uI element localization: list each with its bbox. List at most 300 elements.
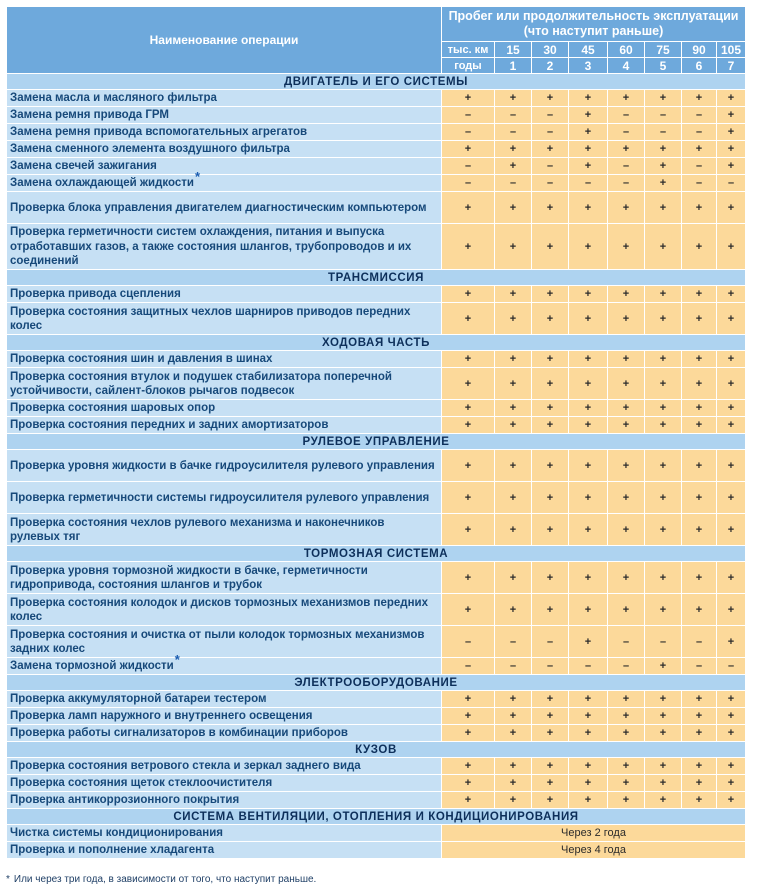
mileage-subtitle: (что наступит раньше) [523,24,664,38]
operation-label: Проверка ламп наружного и внутреннего освещения [10,710,313,723]
mark-cell: + [532,792,569,809]
mark-cell: – [532,626,569,658]
table-row [7,141,746,158]
operation-label: Замена сменного элемента воздушного фильтра [10,143,290,156]
mark-cell: + [682,562,717,594]
operation-name-header: Наименование операции [7,7,442,74]
mark-cell: + [569,107,608,124]
footnote-text: Или через три года, в зависимости от того, что наступит раньше. [13,874,317,885]
km-1: 30 [532,42,569,58]
mark-cell: – [532,158,569,175]
mark-cell: – [645,626,682,658]
section-title: ДВИГАТЕЛЬ И ЕГО СИСТЕМЫ [7,74,746,90]
mark-cell: + [608,400,645,417]
table-row [7,368,746,400]
mark-cell: + [495,351,532,368]
operation-label: Проверка состояния втулок и подушек стабилизатора поперечной устойчивости, сайлент-блоков рычагов подвесок [10,370,392,397]
mark-cell: + [569,514,608,546]
operation-label: Замена ремня привода вспомогательных агрегатов [10,126,308,139]
mark-cell: + [645,417,682,434]
mark-cell: + [495,400,532,417]
mark-cell: + [682,141,717,158]
mark-cell: + [645,482,682,514]
mark-cell: + [495,562,532,594]
operation-name [7,124,442,141]
mark-cell: + [495,192,532,224]
operation-name [7,725,442,742]
mark-cell: + [442,792,495,809]
operation-label: Чистка системы кондиционирования [10,827,223,840]
operation-label: Замена тормозной жидкости [10,660,174,673]
mark-cell: + [717,626,746,658]
operation-name [7,562,442,594]
operation-name [7,758,442,775]
mark-cell: + [569,224,608,270]
operation-label: Замена охлаждающей жидкости [10,177,195,190]
section-row [7,74,746,90]
operation-label: Проверка уровня тормозной жидкости в бачке, герметичности гидропривода, состояния шлангов и трубок [10,564,368,591]
mark-cell: + [717,725,746,742]
mark-cell: – [495,124,532,141]
table-row [7,417,746,434]
section-row [7,546,746,562]
mark-cell: + [645,158,682,175]
mark-cell: + [717,450,746,482]
section-title: КУЗОВ [7,742,746,758]
mark-cell: + [495,482,532,514]
operation-label: Проверка герметичности системы гидроусилителя рулевого управления [10,491,430,504]
mark-cell: + [717,368,746,400]
year-5: 6 [682,58,717,74]
mark-cell: + [569,708,608,725]
mark-cell: + [682,368,717,400]
mark-cell: + [495,141,532,158]
mark-cell: + [442,351,495,368]
year-1: 2 [532,58,569,74]
mark-cell: – [682,658,717,675]
mark-cell: + [495,90,532,107]
mark-cell: + [645,351,682,368]
mark-cell: + [608,303,645,335]
mark-cell: + [569,192,608,224]
mark-cell: + [645,141,682,158]
mark-cell: + [682,192,717,224]
mark-cell: + [608,691,645,708]
mark-cell: – [569,175,608,192]
mark-cell: + [645,708,682,725]
operation-name [7,450,442,482]
operation-name [7,141,442,158]
mark-cell: + [682,775,717,792]
mark-cell: + [645,562,682,594]
mark-cell: + [682,351,717,368]
mark-cell: + [442,141,495,158]
mark-cell: + [682,224,717,270]
mark-cell: + [682,691,717,708]
mark-cell: + [717,158,746,175]
footnote-star: * [6,874,10,885]
table-row [7,482,746,514]
mark-cell: – [495,658,532,675]
table-row [7,351,746,368]
mark-cell: + [442,562,495,594]
table-row [7,792,746,809]
year-2: 3 [569,58,608,74]
mark-cell: + [608,725,645,742]
mark-cell: + [645,400,682,417]
mark-cell: + [442,450,495,482]
mark-cell: + [442,417,495,434]
operation-label: Проверка состояния колодок и дисков тормозных механизмов передних колес [10,596,429,623]
table-row [7,758,746,775]
mark-cell: + [569,400,608,417]
mark-cell: + [495,224,532,270]
mark-cell: + [569,626,608,658]
mark-cell: – [442,658,495,675]
mark-cell: + [717,562,746,594]
operation-label: Проверка блока управления двигателем диагностическим компьютером [10,201,427,214]
operation-label: Проверка антикоррозионного покрытия [10,794,240,807]
operation-label: Проверка герметичности систем охлаждения, питания и выпуска отработавших газов, а также состояния шлангов, трубопроводов и их соединений [10,226,412,268]
maintenance-table [6,6,766,859]
mark-cell: + [495,286,532,303]
mark-cell: + [682,400,717,417]
years-header-row: годы 1 2 3 4 5 6 7 8 [7,58,746,74]
table-row [7,124,746,141]
mark-cell: + [608,141,645,158]
operation-label: Проверка работы сигнализаторов в комбинации приборов [10,727,348,740]
mark-cell: + [532,224,569,270]
interval-cell: Через 4 года [442,842,746,859]
mark-cell: + [532,758,569,775]
operation-label: Проверка состояния шаровых опор [10,402,216,415]
interval-cell: Через 2 года [442,825,746,842]
mark-cell: + [532,514,569,546]
mark-cell: + [645,90,682,107]
operation-name [7,107,442,124]
mark-cell: + [682,514,717,546]
mark-cell: + [608,224,645,270]
table-row [7,224,746,270]
operation-name [7,286,442,303]
mark-cell: + [608,514,645,546]
mark-cell: + [682,725,717,742]
section-title: ТРАНСМИССИЯ [7,270,746,286]
mark-cell: + [532,482,569,514]
mark-cell: + [532,708,569,725]
year-3: 4 [608,58,645,74]
mark-cell: + [682,303,717,335]
table-row [7,594,746,626]
mark-cell: – [608,626,645,658]
mark-cell: + [442,192,495,224]
mark-cell: + [645,450,682,482]
mark-cell: + [608,562,645,594]
mark-cell: + [717,708,746,725]
mark-cell: + [532,775,569,792]
operation-name [7,514,442,546]
mark-cell: + [569,758,608,775]
operation-name [7,351,442,368]
table-row [7,400,746,417]
table-row [7,842,746,859]
years-label: годы [442,58,495,74]
table-row [7,626,746,658]
mark-cell: + [717,141,746,158]
mark-cell: – [608,175,645,192]
operation-name [7,842,442,859]
mark-cell: + [682,758,717,775]
operation-name [7,90,442,107]
mark-cell: + [645,792,682,809]
operation-label: Проверка состояния ветрового стекла и зеркал заднего вида [10,760,361,773]
mark-cell: + [645,514,682,546]
km-4: 75 [645,42,682,58]
table-row [7,175,746,192]
mark-cell: – [608,658,645,675]
mark-cell: + [495,792,532,809]
year-6: 7 [717,58,746,74]
mark-cell: + [495,368,532,400]
table-row [7,725,746,742]
operation-label: Проверка состояния и очистка от пыли колодок тормозных механизмов задних колес [10,628,425,655]
operation-label: Проверка состояния защитных чехлов шарниров приводов передних колес [10,305,411,332]
mark-cell: + [645,286,682,303]
km-5: 90 [682,42,717,58]
mark-cell: + [495,725,532,742]
mark-cell: + [442,303,495,335]
operation-name [7,303,442,335]
operation-label: Проверка аккумуляторной батареи тестером [10,693,267,706]
operation-label: Проверка состояния шин и давления в шинах [10,353,273,366]
mark-cell: – [682,175,717,192]
mark-cell: + [569,725,608,742]
operation-label: Проверка и пополнение хладагента [10,844,215,857]
operation-label: Проверка состояния передних и задних амортизаторов [10,419,329,432]
section-title: ТОРМОЗНАЯ СИСТЕМА [7,546,746,562]
section-row [7,434,746,450]
mark-cell: + [645,658,682,675]
year-0: 1 [495,58,532,74]
mark-cell: + [569,90,608,107]
km-label: тыс. км [442,42,495,58]
section-title: ХОДОВАЯ ЧАСТЬ [7,335,746,351]
section-row [7,742,746,758]
mark-cell: + [495,594,532,626]
operation-name [7,417,442,434]
mark-cell: – [645,107,682,124]
mark-cell: + [645,691,682,708]
mark-cell: + [717,107,746,124]
mark-cell: + [717,514,746,546]
mark-cell: + [442,775,495,792]
mark-cell: + [495,450,532,482]
mileage-header [442,7,746,42]
mark-cell: + [532,303,569,335]
mark-cell: + [645,368,682,400]
table-row [7,562,746,594]
section-title: ЭЛЕКТРООБОРУДОВАНИЕ [7,675,746,691]
table-row [7,514,746,546]
section-row [7,675,746,691]
footnote-asterisk: * [195,169,201,185]
table-row [7,708,746,725]
mark-cell: – [532,124,569,141]
mark-cell: – [442,107,495,124]
mileage-title: Пробег или продолжительность эксплуатации [448,9,739,23]
mark-cell: + [717,594,746,626]
mark-cell: + [645,758,682,775]
mark-cell: + [717,192,746,224]
mark-cell: + [569,368,608,400]
mark-cell: – [608,124,645,141]
operation-name [7,775,442,792]
mark-cell: + [645,594,682,626]
mark-cell: – [569,658,608,675]
mark-cell: + [608,775,645,792]
operation-name [7,169,442,192]
mark-cell: + [442,758,495,775]
mark-cell: + [442,514,495,546]
mark-cell: + [608,286,645,303]
mark-cell: + [495,691,532,708]
table-row [7,107,746,124]
mark-cell: + [608,368,645,400]
mark-cell: + [442,482,495,514]
mark-cell: – [532,107,569,124]
table-row [7,691,746,708]
mark-cell: + [569,303,608,335]
mark-cell: + [569,482,608,514]
mark-cell: + [442,90,495,107]
operation-name [7,224,442,270]
mark-cell: + [682,594,717,626]
mark-cell: + [682,708,717,725]
mark-cell: – [645,124,682,141]
mark-cell: + [569,124,608,141]
mark-cell: + [569,286,608,303]
mark-cell: + [569,417,608,434]
mark-cell: + [717,303,746,335]
operation-name [7,158,442,175]
mark-cell: + [569,351,608,368]
mark-cell: – [532,175,569,192]
mark-cell: + [569,450,608,482]
mark-cell: – [442,626,495,658]
mark-cell: + [717,691,746,708]
operation-name [7,192,442,224]
section-title: РУЛЕВОЕ УПРАВЛЕНИЕ [7,434,746,450]
mark-cell: + [682,450,717,482]
mark-cell: + [495,303,532,335]
mark-cell: – [717,175,746,192]
mark-cell: + [682,482,717,514]
mark-cell: – [495,175,532,192]
mark-cell: – [682,107,717,124]
mark-cell: + [569,775,608,792]
mark-cell: + [682,90,717,107]
operation-name [7,482,442,514]
footnote-asterisk: * [174,652,180,668]
mark-cell: + [608,758,645,775]
mark-cell: + [569,792,608,809]
section-row [7,270,746,286]
mark-cell: + [532,417,569,434]
operation-name [7,626,442,658]
section-row [7,809,746,825]
table-row [7,775,746,792]
mark-cell: + [532,192,569,224]
mark-cell: + [495,514,532,546]
mark-cell: + [495,758,532,775]
operation-name [7,368,442,400]
mark-cell: + [532,562,569,594]
mark-cell: + [442,400,495,417]
mark-cell: + [717,482,746,514]
operation-name [7,825,442,842]
mark-cell: + [645,224,682,270]
mark-cell: + [682,417,717,434]
mark-cell: + [442,286,495,303]
operation-name [7,594,442,626]
mark-cell: + [717,417,746,434]
mark-cell: + [608,351,645,368]
mark-cell: + [645,775,682,792]
table-row [7,450,746,482]
mark-cell: + [442,708,495,725]
mark-cell: + [442,725,495,742]
mark-cell: + [532,400,569,417]
table-row [7,158,746,175]
operation-label: Проверка состояния щеток стеклоочистителя [10,777,273,790]
mark-cell: + [608,417,645,434]
mark-cell: – [442,124,495,141]
mark-cell: + [532,725,569,742]
mark-cell: + [717,792,746,809]
mark-cell: – [682,158,717,175]
mark-cell: + [532,141,569,158]
operation-label: Замена ремня привода ГРМ [10,109,170,122]
table-row [7,90,746,107]
mark-cell: – [495,626,532,658]
mark-cell: + [532,351,569,368]
maintenance-schedule [6,6,766,859]
mark-cell: + [442,368,495,400]
mark-cell: + [532,368,569,400]
mark-cell: – [682,124,717,141]
table-row [7,658,746,675]
footnote [6,874,316,885]
mark-cell: + [717,224,746,270]
mark-cell: + [645,725,682,742]
mark-cell: + [532,594,569,626]
mark-cell: + [717,400,746,417]
operation-name [7,691,442,708]
section-row [7,335,746,351]
mark-cell: + [495,158,532,175]
km-2: 45 [569,42,608,58]
operation-name [7,792,442,809]
mark-cell: + [569,562,608,594]
mark-cell: – [495,107,532,124]
mark-cell: + [532,691,569,708]
mark-cell: + [495,417,532,434]
mark-cell: + [717,775,746,792]
mark-cell: – [532,658,569,675]
section-title: СИСТЕМА ВЕНТИЛЯЦИИ, ОТОПЛЕНИЯ И КОНДИЦИОНИРОВАНИЯ [7,809,746,825]
operation-label: Проверка привода сцепления [10,288,181,301]
mark-cell: + [608,192,645,224]
